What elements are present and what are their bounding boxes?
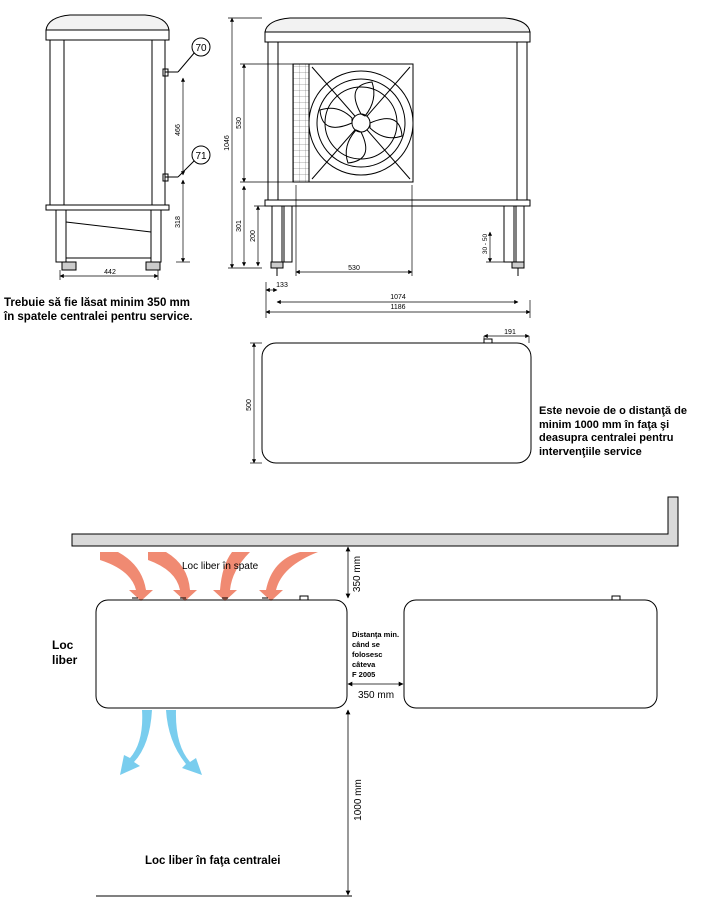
rear-service-note	[4, 296, 193, 324]
dim-191: 191	[504, 329, 516, 336]
fan-grille	[293, 64, 413, 182]
rear-service-line-1: Trebuie să fie lăsat minim 350 mm	[4, 297, 190, 309]
dim-530-horizontal: 530	[348, 265, 360, 272]
front-clearance-dim	[96, 710, 352, 896]
dim-133: 133	[276, 282, 288, 289]
svg-text:F 2005: F 2005	[352, 670, 376, 679]
dim-1074: 1074	[390, 294, 406, 301]
dim-442: 442	[104, 269, 116, 276]
dim-500: 500	[246, 399, 253, 411]
front-clearance-value: 1000 mm	[353, 779, 364, 821]
svg-text:71: 71	[195, 151, 207, 162]
front-service-line-2: minim 1000 mm în faţa şi	[539, 418, 670, 431]
front-service-line-1: Este nevoie de o distanţă de	[539, 405, 687, 417]
warm-air-arrows	[100, 552, 318, 601]
side-view-unit	[46, 15, 195, 270]
installed-unit-left	[96, 596, 347, 708]
svg-text:când se: când se	[352, 640, 380, 649]
svg-text:Loc: Loc	[52, 638, 74, 652]
dim-466: 466	[175, 124, 182, 136]
callout-70	[192, 38, 210, 56]
free-space-label	[52, 638, 78, 667]
svg-text:folosesc: folosesc	[352, 650, 383, 659]
dim-530-vertical: 530	[236, 117, 243, 129]
plan-view-unit	[250, 336, 531, 463]
svg-text:liber: liber	[52, 653, 78, 667]
dim-301: 301	[236, 220, 243, 232]
rear-clearance-value: 350 mm	[352, 555, 363, 593]
front-service-line-4: intervenţiile service	[539, 445, 642, 458]
callout-71	[192, 146, 210, 164]
svg-text:câteva: câteva	[352, 660, 376, 669]
dim-200: 200	[250, 230, 257, 242]
dim-318: 318	[175, 216, 182, 228]
side-dim-lines	[60, 78, 190, 280]
svg-text:Distanţa min.: Distanţa min.	[352, 630, 400, 639]
dim-1046: 1046	[224, 135, 231, 151]
front-service-note	[539, 405, 687, 459]
cool-air-arrows	[120, 710, 202, 775]
between-units-value: 350 mm	[357, 690, 395, 701]
front-service-line-3: deasupra centralei pentru	[539, 432, 674, 444]
rear-space-label: Loc liber în spate	[182, 561, 259, 572]
wall	[72, 497, 678, 546]
rear-service-line-2: în spatele centralei pentru service.	[4, 311, 193, 323]
front-space-label: Loc liber în faţa centralei	[145, 855, 281, 867]
svg-text:70: 70	[195, 43, 207, 54]
min-distance-note	[352, 630, 399, 679]
dim-30-50: 30 - 50	[482, 233, 489, 255]
dim-1186: 1186	[390, 304, 406, 311]
installed-unit-right	[404, 596, 657, 708]
